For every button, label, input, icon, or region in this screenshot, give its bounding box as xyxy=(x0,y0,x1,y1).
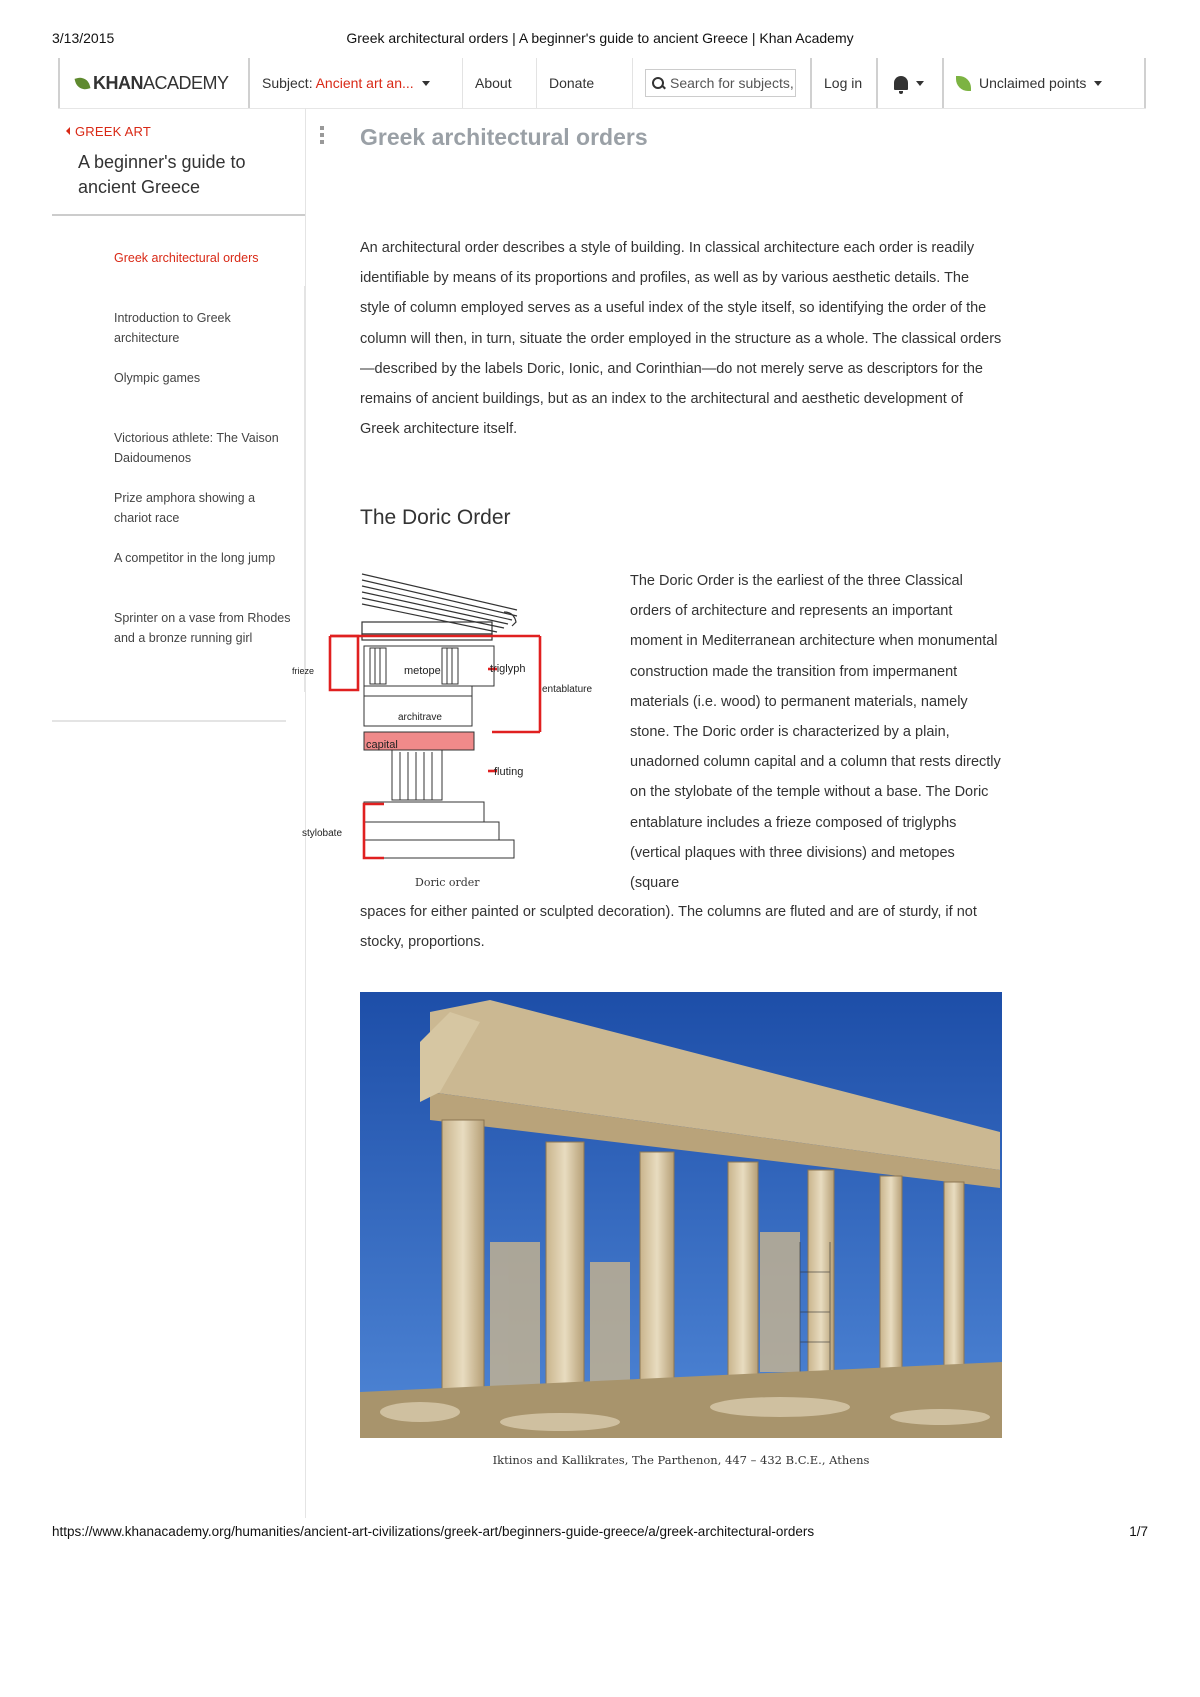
fluting-label: fluting xyxy=(494,766,524,778)
diagram-caption: Doric order xyxy=(415,876,480,889)
page-url: https://www.khanacademy.org/humanities/ancient-art-civilizations/greek-art/beginners-guide-greece/a/greek-architectural-orders xyxy=(52,1524,815,1539)
doric-heading: The Doric Order xyxy=(360,506,511,529)
article-title: Greek architectural orders xyxy=(360,124,648,150)
chevron-down-icon xyxy=(916,81,924,86)
sidebar-item-sprinter-vase[interactable]: Sprinter on a vase from Rhodes and a bronze running girl xyxy=(114,611,291,645)
search-container xyxy=(632,58,808,108)
bell-icon xyxy=(894,76,908,90)
doric-paragraph-continued: spaces for either painted or sculpted decoration). The columns are fluted and are of sturdy, if not stocky, proportions. xyxy=(360,904,977,951)
stylobate-label: stylobate xyxy=(302,828,343,839)
subject-dropdown[interactable] xyxy=(248,58,452,108)
sidebar-item-prize-amphora[interactable]: Prize amphora showing a chariot race xyxy=(114,491,256,525)
back-to-topic-link[interactable] xyxy=(66,124,151,139)
parthenon-photo xyxy=(360,992,1002,1438)
energy-leaf-icon xyxy=(956,76,971,91)
doric-order-diagram xyxy=(292,572,612,892)
sidebar-divider xyxy=(52,214,306,216)
page-number: 1/7 xyxy=(1129,1524,1148,1539)
search-icon xyxy=(652,77,664,89)
tutorial-title: A beginner's guide to ancient Greece xyxy=(78,152,246,197)
sidebar-item-greek-architectural-orders[interactable]: Greek architectural orders xyxy=(114,251,259,265)
back-label: GREEK ART xyxy=(75,124,151,139)
notifications-button[interactable] xyxy=(876,58,940,108)
chevron-down-icon xyxy=(1094,81,1102,86)
tutorial-item-list xyxy=(114,248,292,668)
subject-value: Ancient art an... xyxy=(315,75,414,91)
unclaimed-points-button[interactable] xyxy=(942,58,1146,108)
search-placeholder: Search for subjects, xyxy=(670,75,794,91)
sidebar-item-intro-greek-architecture[interactable]: Introduction to Greek architecture xyxy=(114,311,231,345)
logo-academy-text: ACADEMY xyxy=(143,72,229,93)
login-link[interactable]: Log in xyxy=(810,58,876,108)
metope-label: metope xyxy=(404,665,441,677)
print-date: 3/13/2015 xyxy=(52,30,115,46)
print-footer xyxy=(52,1524,1148,1542)
khan-academy-logo[interactable] xyxy=(58,58,248,108)
subject-label: Subject: xyxy=(262,75,313,91)
more-options-icon[interactable] xyxy=(320,126,325,147)
sidebar-item-vaison-daidoumenos[interactable]: Victorious athlete: The Vaison Daidoumenos xyxy=(114,431,279,465)
doric-paragraph: The Doric Order is the earliest of the three Classical orders of architecture and represents an important moment in Mediterranean architecture when monumental construction made the transition from impermanent materials (i.e. wood) to permanent materials, namely stone. The Doric order is characterized by a plain, unadorned column capital and a column that rests directly on the stylobate of the temple without a base. The Doric entablature includes a frieze composed of triglyphs (vertical plaques with three divisions) and metopes (square xyxy=(630,573,1001,892)
donate-link[interactable]: Donate xyxy=(536,58,622,108)
architrave-label: architrave xyxy=(398,712,442,723)
top-navbar xyxy=(58,58,1146,109)
sidebar-bottom-divider xyxy=(52,720,286,722)
logo-khan-text: KHAN xyxy=(93,72,143,93)
leaf-logo-icon xyxy=(75,75,91,91)
chevron-left-icon xyxy=(66,127,70,135)
print-title: Greek architectural orders | A beginner's guide to ancient Greece | Khan Academy xyxy=(346,30,854,46)
print-header xyxy=(52,30,1148,48)
points-label: Unclaimed points xyxy=(979,75,1087,91)
frieze-label: frieze xyxy=(292,666,315,676)
entablature-label: entablature xyxy=(542,684,593,695)
intro-paragraph: An architectural order describes a style of building. In classical architecture each order is readily identifiable by means of its proportions and profiles, as well as by various aesthetic details. The style of column employed serves as a useful index of the style itself, so identifying the order of the column will then, in turn, situate the order employed in the structure as a whole. The classical orders—described by the labels Doric, Ionic, and Corinthian—do not merely serve as descriptors for the remains of ancient buildings, but as an index to the architectural and aesthetic development of Greek architecture itself. xyxy=(360,240,1002,438)
photo-caption: Iktinos and Kallikrates, The Parthenon, 447 – 432 B.C.E., Athens xyxy=(492,1453,870,1467)
chevron-down-icon xyxy=(422,81,430,86)
capital-label: capital xyxy=(366,739,398,751)
about-link[interactable]: About xyxy=(462,58,536,108)
sidebar-item-olympic-games[interactable]: Olympic games xyxy=(114,371,201,385)
search-input[interactable] xyxy=(645,69,796,97)
triglyph-label: triglyph xyxy=(490,663,526,675)
sidebar-item-long-jump[interactable]: A competitor in the long jump xyxy=(114,551,276,565)
